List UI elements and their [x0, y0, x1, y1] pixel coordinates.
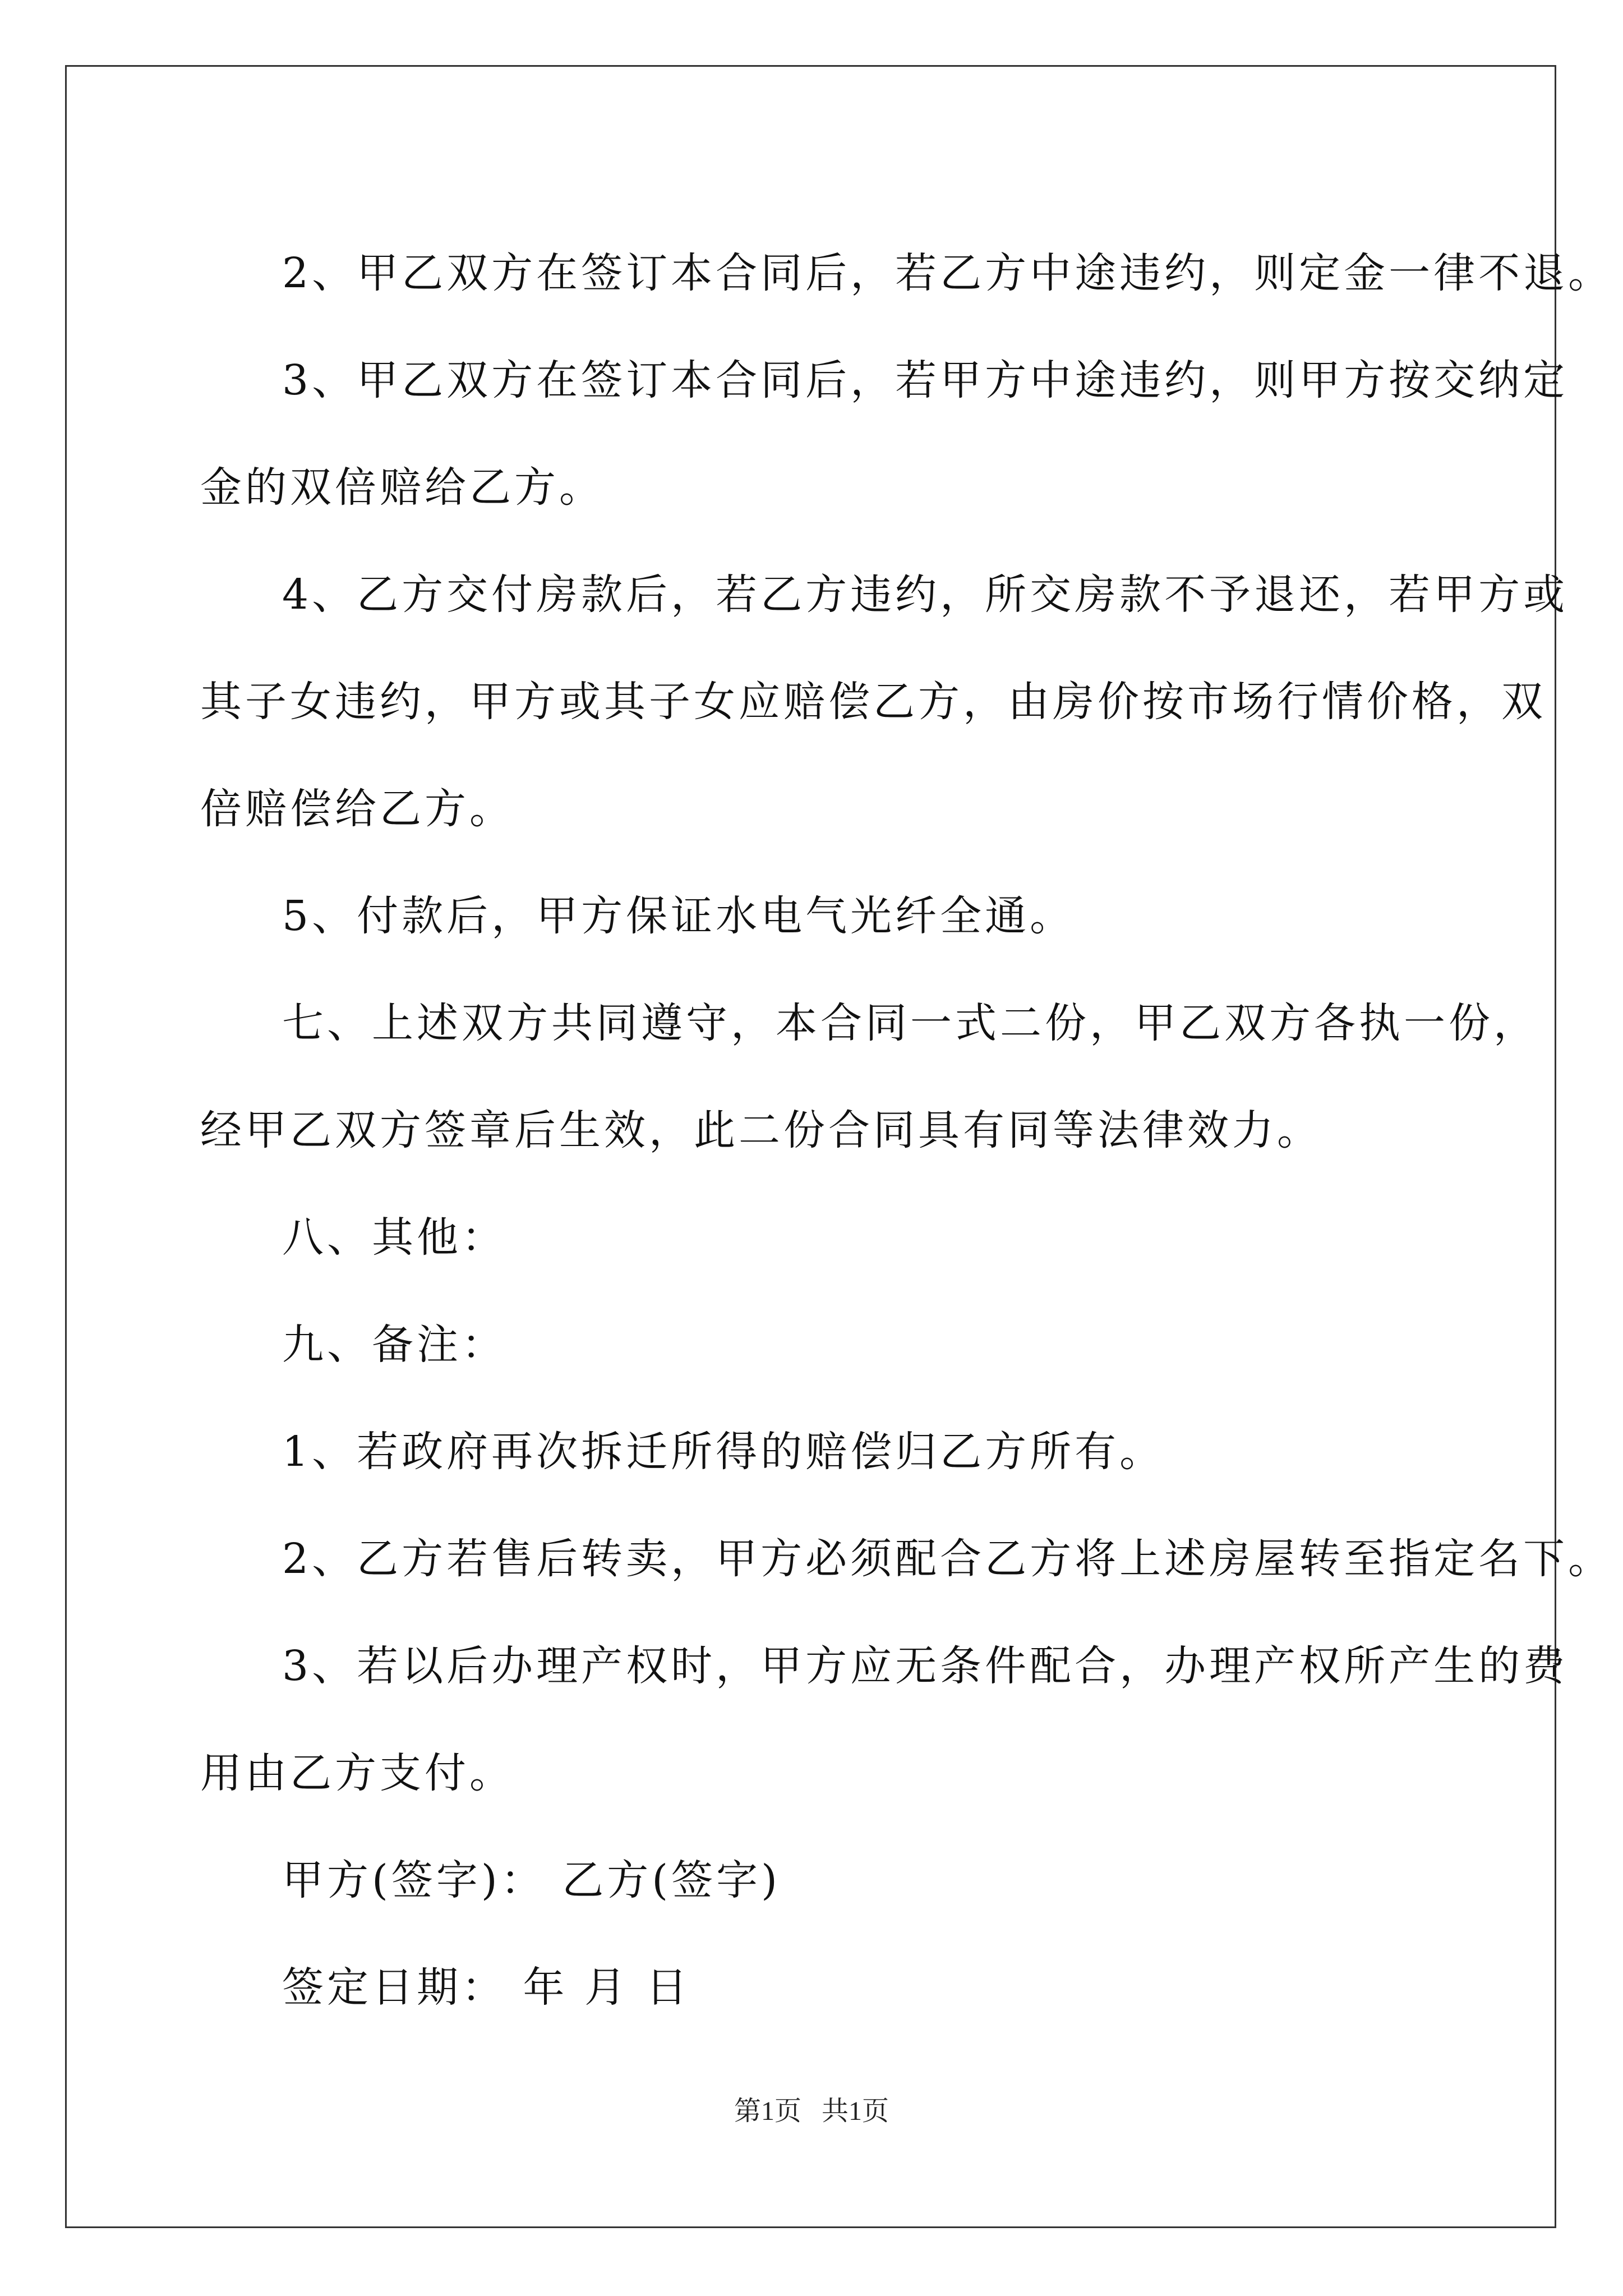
section-7-continued: 经甲乙双方签章后生效，此二份合同具有同等法律效力。 [200, 1106, 1322, 1154]
signing-date-line: 签定日期： 年 月 日 [282, 1963, 691, 2012]
document-body [200, 220, 1613, 2041]
remark-1-compensation: 1、若政府再次拆迁所得的赔偿归乙方所有。 [282, 1428, 1165, 1476]
clause-3-continued: 金的双倍赔给乙方。 [200, 463, 604, 512]
remark-3-continued: 用由乙方支付。 [200, 1749, 514, 1797]
remark-3-property-rights: 3、若以后办理产权时，甲方应无条件配合，办理产权所产生的费 [282, 1642, 1569, 1690]
signature-line: 甲方(签字)： 乙方(签字) [282, 1856, 781, 1904]
clause-5-utilities: 5、付款后，甲方保证水电气光纤全通。 [282, 892, 1075, 940]
page-number-footer: 第1页 共1页 [734, 2096, 889, 2126]
section-8-other: 八、其他： [282, 1213, 506, 1262]
section-7-copies: 七、上述双方共同遵守，本合同一式二份，甲乙双方各执一份， [282, 999, 1538, 1047]
clause-3-party-a-breach: 3、甲乙双方在签订本合同后，若甲方中途违约，则甲方按交纳定 [282, 356, 1569, 404]
section-9-remarks: 九、备注： [282, 1320, 506, 1369]
clause-4-payment-breach: 4、乙方交付房款后，若乙方违约，所交房款不予退还，若甲方或 [282, 570, 1569, 619]
clause-4-continued-2: 倍赔偿给乙方。 [200, 785, 514, 833]
clause-2-deposit: 2、甲乙双方在签订本合同后，若乙方中途违约，则定金一律不退。 [282, 249, 1613, 297]
clause-4-continued-1: 其子女违约，甲方或其子女应赔偿乙方，由房价按市场行情价格，双 [200, 678, 1546, 726]
remark-2-resale: 2、乙方若售后转卖，甲方必须配合乙方将上述房屋转至指定名下。 [282, 1535, 1613, 1583]
